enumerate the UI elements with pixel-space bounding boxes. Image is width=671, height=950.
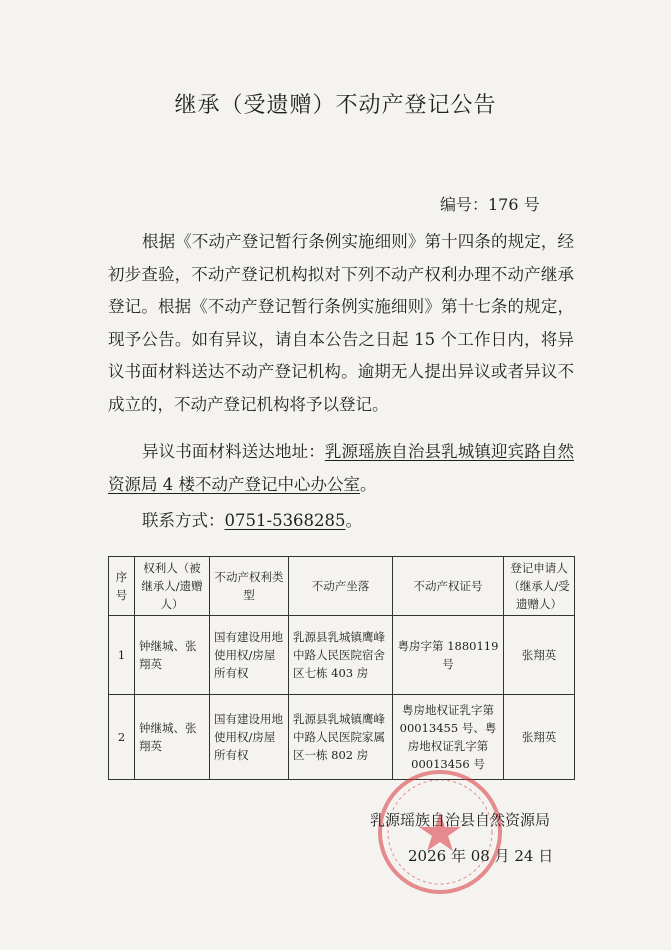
row-location: 乳源县乳城镇鹰峰中路人民医院宿舍区七栋 403 房 <box>289 616 393 695</box>
header-no: 序号 <box>109 557 135 616</box>
contact-end: 。 <box>345 511 363 530</box>
row-cert-no: 粤房地权证乳字第 00013455 号、粤房地权证乳字第 00013456 号 <box>393 695 504 780</box>
objection-end: 。 <box>360 474 377 494</box>
table-row <box>109 616 575 695</box>
registration-table <box>108 556 575 780</box>
row-applicant: 张翔英 <box>504 695 575 780</box>
notice-title: 继承（受遗赠）不动产登记公告 <box>174 93 497 118</box>
contact-phone: 0751-5368285 <box>224 511 346 530</box>
objection-address-paragraph <box>108 436 574 501</box>
contact-paragraph <box>108 505 574 538</box>
contact-label: 联系方式： <box>142 511 225 530</box>
row-owner: 钟继城、张翔英 <box>135 695 210 780</box>
issuer-name: 乳源瑶族自治县自然资源局 <box>370 811 551 829</box>
row-right-type: 国有建设用地使用权/房屋所有权 <box>210 616 289 695</box>
objection-address: 乳源瑶族自治县乳城镇迎宾路自然资源局 4 楼不动产登记中心办公室 <box>108 442 575 494</box>
row-no: 2 <box>109 695 135 780</box>
row-applicant: 张翔英 <box>504 616 575 695</box>
header-right-type: 不动产权利类型 <box>210 557 289 616</box>
notice-body: 根据《不动产登记暂行条例实施细则》第十四条的规定，经初步查验，不动产登记机构拟对下列不动产权利办理不动产继承登记。根据《不动产登记暂行条例实施细则》第十七条的规定，现予公告。如有异议，请自本公告之日起 15 个工作日内，将异议书面材料送达不动产登记机构。逾期无人提出异议或者异议不成立的，不动产登记机构将予以登记。 <box>108 232 574 414</box>
issue-date: 2026 年 08 月 24 日 <box>408 847 554 865</box>
row-no: 1 <box>109 616 135 695</box>
official-seal-icon <box>375 767 505 897</box>
header-applicant: 登记申请人（继承人/受遗赠人） <box>504 557 575 616</box>
table-header-row <box>109 557 575 616</box>
row-right-type: 国有建设用地使用权/房屋所有权 <box>210 695 289 780</box>
header-cert-no: 不动产权证号 <box>393 557 504 616</box>
row-owner: 钟继城、张翔英 <box>135 616 210 695</box>
row-cert-no: 粤房字第 1880119 号 <box>393 616 504 695</box>
objection-label: 异议书面材料送达地址： <box>142 442 325 461</box>
header-owner: 权利人（被继承人/遗赠人） <box>135 557 210 616</box>
header-location: 不动产坐落 <box>289 557 393 616</box>
row-location: 乳源县乳城镇鹰峰中路人民医院家属区一栋 802 房 <box>289 695 393 780</box>
document-number: 编号：176 号 <box>440 195 540 214</box>
